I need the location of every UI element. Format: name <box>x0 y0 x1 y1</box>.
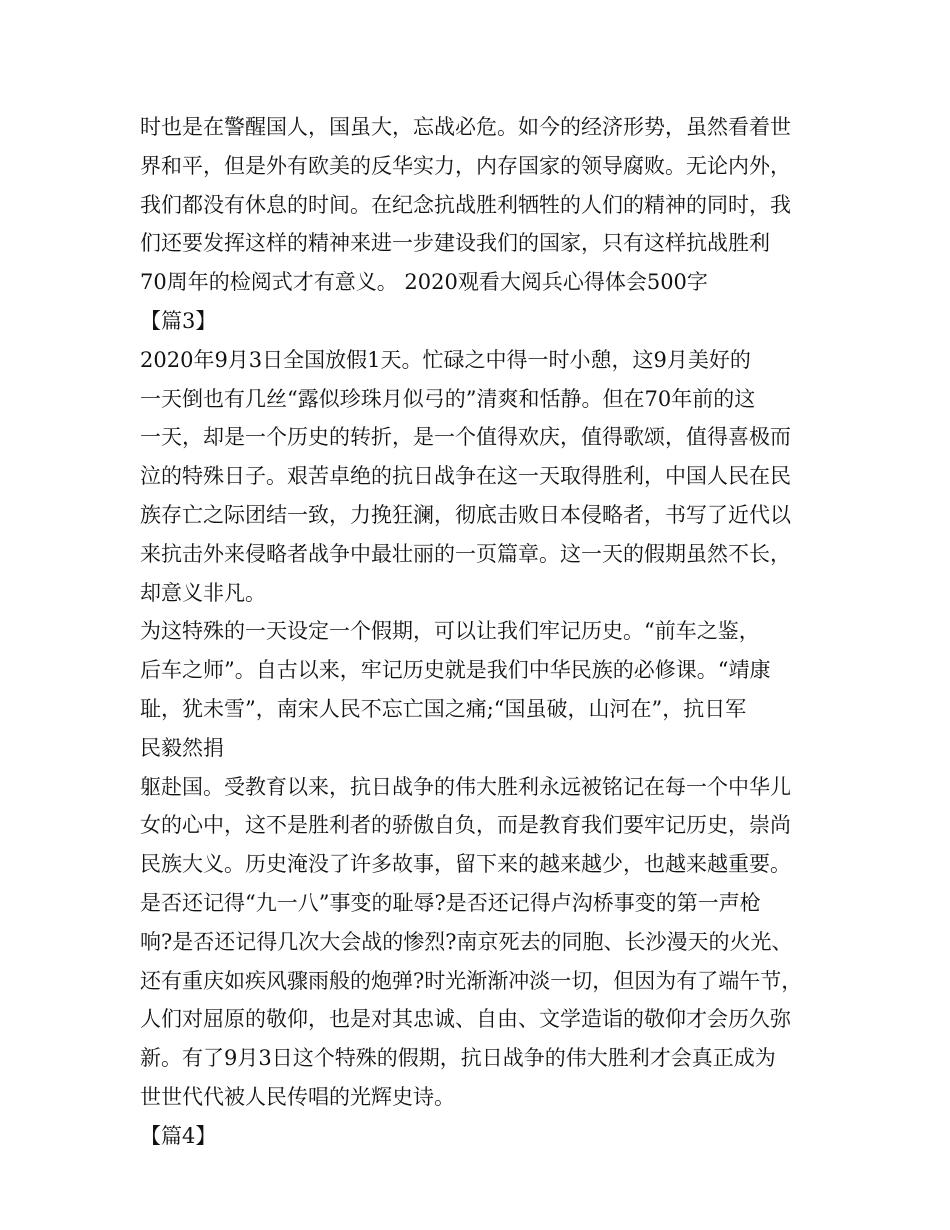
text-line: 一天，却是一个历史的转折，是一个值得欢庆，值得歌颂，值得喜极而 <box>140 425 791 450</box>
text-line: 70周年的检阅式才有意义。 2020观看大阅兵心得体会500字 <box>140 270 708 295</box>
text-line: 躯赴国。受教育以来，抗日战争的伟大胜利永远被铭记在每一个中华儿 <box>140 774 791 799</box>
text-line: 界和平，但是外有欧美的反华实力，内存国家的领导腐败。无论内外， <box>140 153 791 178</box>
text-line: 为这特殊的一天设定一个假期，可以让我们牢记历史。“前车之鉴， <box>140 619 760 644</box>
text-line: 一天倒也有几丝“露似珍珠月似弓的”清爽和恬静。但在70年前的这 <box>140 386 756 411</box>
text-line: 我们都没有休息的时间。在纪念抗战胜利牺牲的人们的精神的同时，我 <box>140 192 791 217</box>
text-line: 人们对屈原的敬仰，也是对其忠诚、自由、文学造诣的敬仰才会历久弥 <box>140 1007 791 1032</box>
text-line: 2020年9月3日全国放假1天。忙碌之中得一时小憩，这9月美好的 <box>140 347 751 372</box>
text-line: 耻，犹未雪”，南宋人民不忘亡国之痛;“国虽破，山河在”，抗日军 <box>140 696 747 721</box>
text-line: 新。有了9月3日这个特殊的假期，抗日战争的伟大胜利才会真正成为 <box>140 1046 776 1071</box>
text-line: 却意义非凡。 <box>140 580 266 605</box>
document-body <box>140 108 840 1156</box>
text-line: 还有重庆如疾风骤雨般的炮弹?时光渐渐冲淡一切，但因为有了端午节， <box>140 968 803 993</box>
text-line: 后车之师”。自古以来，牢记历史就是我们中华民族的必修课。“靖康 <box>140 658 771 683</box>
text-line: 是否还记得“九一八”事变的耻辱?是否还记得卢沟桥事变的第一声枪 <box>140 890 761 915</box>
text-line: 来抗击外来侵略者战争中最壮丽的一页篇章。这一天的假期虽然不长， <box>140 541 791 566</box>
text-line: 响?是否还记得几次大会战的惨烈?南京死去的同胞、长沙漫天的火光、 <box>140 929 793 954</box>
section-heading: 【篇3】 <box>140 308 217 333</box>
text-line: 时也是在警醒国人，国虽大，忘战必危。如今的经济形势，虽然看着世 <box>140 115 791 139</box>
text-line: 世世代代被人民传唱的光辉史诗。 <box>140 1084 455 1109</box>
text-line: 泣的特殊日子。艰苦卓绝的抗日战争在这一天取得胜利，中国人民在民 <box>140 464 791 489</box>
text-line: 民族大义。历史淹没了许多故事，留下来的越来越少，也越来越重要。 <box>140 852 791 877</box>
text-line: 民毅然捐 <box>140 735 224 760</box>
section-heading: 【篇4】 <box>140 1123 217 1148</box>
text-line: 们还要发挥这样的精神来进一步建设我们的国家，只有这样抗战胜利 <box>140 231 770 256</box>
text-line: 女的心中，这不是胜利者的骄傲自负，而是教育我们要牢记历史，崇尚 <box>140 813 791 838</box>
text-line: 族存亡之际团结一致，力挽狂澜，彻底击败日本侵略者，书写了近代以 <box>140 502 791 527</box>
